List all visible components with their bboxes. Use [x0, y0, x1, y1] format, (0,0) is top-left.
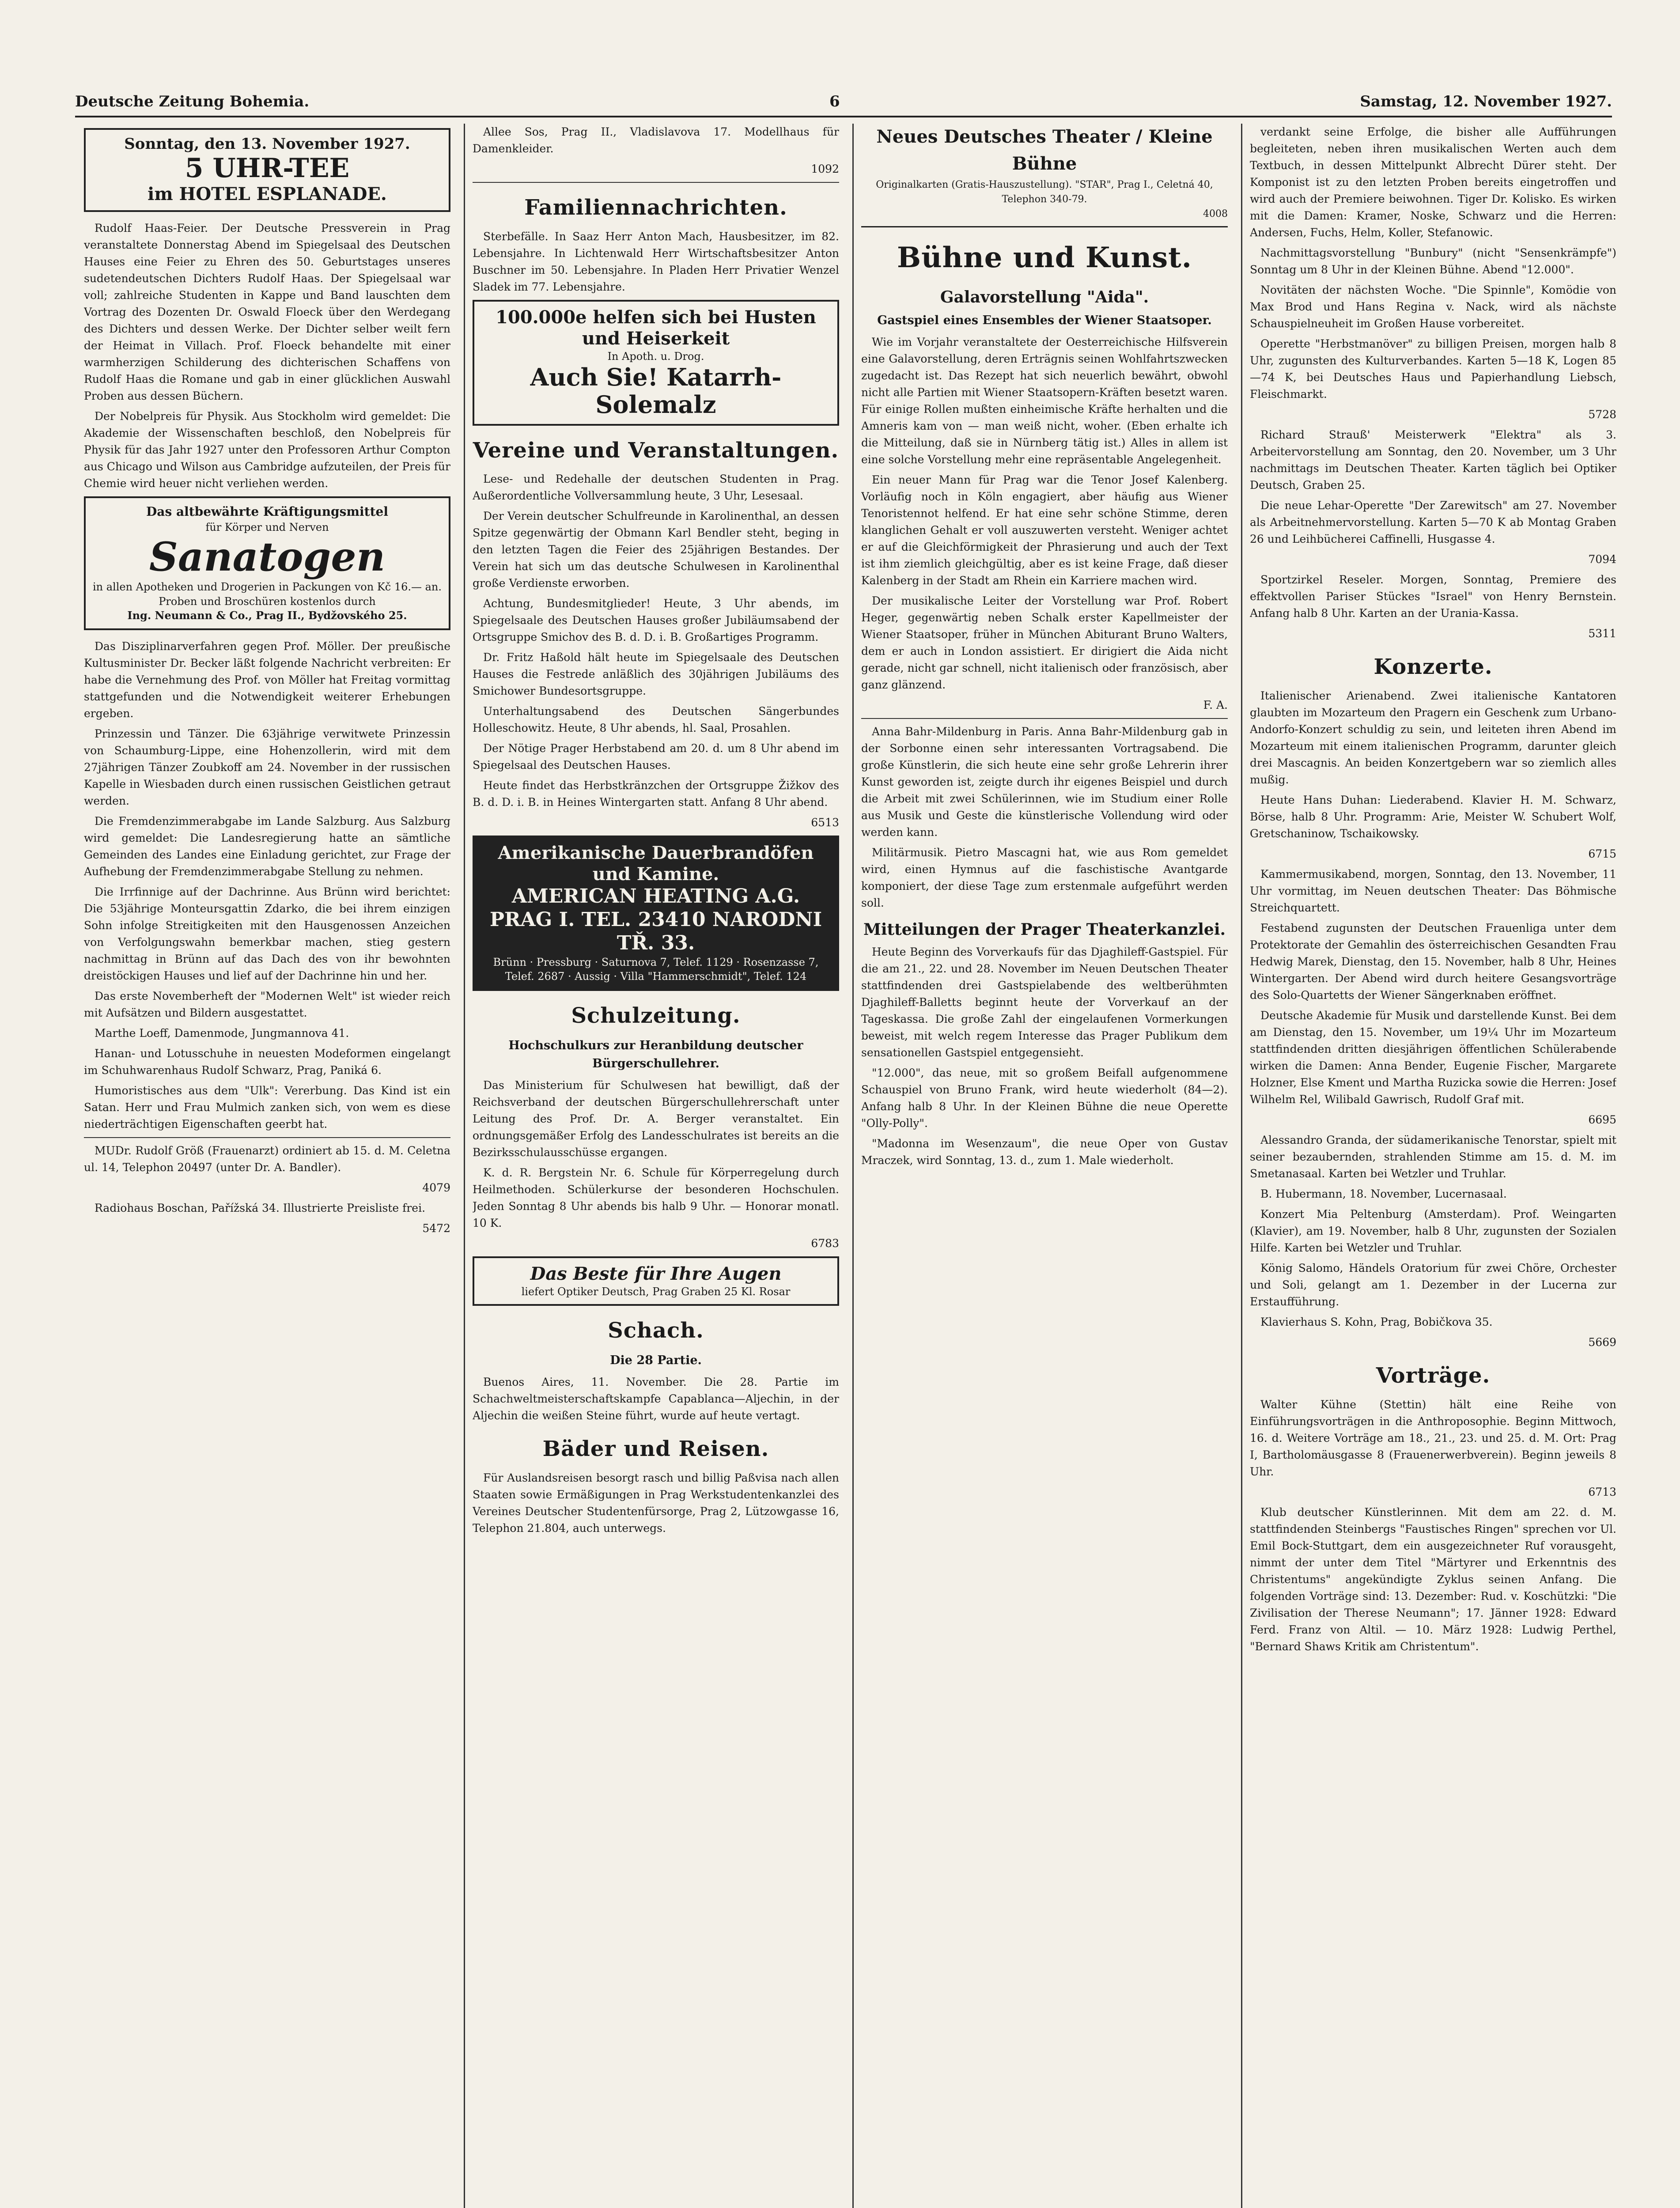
- notice-hassold: Dr. Fritz Haßold hält heute im Spiegelsaale des Deutschen Hauses die Festrede anläßlich des 30jährigen Jubiläums des Smichower Bundesortsgruppe.: [473, 651, 839, 698]
- notice-hubermann: B. Hubermann, 18. November, Lucernasaal.: [1260, 1187, 1507, 1200]
- section-title-mitteilungen: Mitteilungen der Prager Theaterkanzlei.: [863, 920, 1226, 939]
- column-divider: [852, 124, 854, 2208]
- ad-brand: Auch Sie! Katarrh-Solemalz: [530, 363, 782, 419]
- article-subtitle: Gastspiel eines Ensembles der Wiener Staatsoper.: [877, 313, 1212, 327]
- article-haas-feier: Rudolf Haas-Feier. Der Deutsche Pressverein in Prag veranstaltete Donnerstag Abend im Spiegelsaal des Deutschen Hauses eine Feier zu Ehren des 50. Geburtstages unseres sudetendeutschen Dichters Rudolf Haas. Der Spiegelsaal war voll; zahlreiche Studenten in Kappe und Band lauschten dem Vortrag des Dozenten Dr. Oswald Floeck über den Werdegang des Dichters und dessen Werke. Der Dichter selber weilt fern der Heimat in Villach. Prof. Floeck behandelte mit einer warmherzigen Schilderung des dichterischen Schaffens von Rudolf Haas die Romane und gab in einer glücklichen Auswahl Proben aus dessen Büchern.: [84, 221, 450, 402]
- article-title-aida: Galavorstellung "Aida".: [940, 288, 1149, 307]
- katarrh-ad: [473, 300, 839, 426]
- column-1: [84, 124, 450, 2208]
- notice-radiohaus: Radiohaus Boschan, Pařížská 34. Illustrierte Preisliste frei.: [95, 1201, 426, 1214]
- article-schulfreunde: Der Verein deutscher Schulfreunde in Karolinenthal, an dessen Spitze gegenwärtig der Obmann Karl Bendler steht, beging in den letzten Tagen die Feier des 25jährigen Bestandes. Der Verein hat sich um das deutsche Schulwesen in Karolinenthal große Verdienste erworben.: [473, 510, 839, 590]
- column-divider: [1241, 124, 1242, 2208]
- column-2: [473, 124, 839, 2208]
- section-title-vortraege: Vorträge.: [1376, 1363, 1491, 1388]
- notice-duhan: Heute Hans Duhan: Liederabend. Klavier H. M. Schwarz, Börse, halb 8 Uhr. Programm: Arie, Meister W. Schubert Wolf, Gretschaninow, Tschaikowsky.: [1250, 793, 1616, 840]
- notice-saengerbund: Unterhaltungsabend des Deutschen Sängerbundes Holleschowitz. Heute, 8 Uhr abends, hl. Saal, Prosahlen.: [473, 705, 839, 735]
- issue-date: Samstag, 12. November 1927.: [1360, 93, 1612, 110]
- ad-line: Das altbewährte Kräftigungsmittel: [146, 504, 388, 519]
- section-title-buehne: Bühne und Kunst.: [897, 241, 1192, 274]
- article-aida-p3: Der musikalische Leiter der Vorstellung war Prof. Robert Heger, gegenwärtig neben Schalk erster Kapellmeister der Wiener Staatsoper, früher in München Abiturant Bruno Walters, dem er auch in London assistiert. Er dirigiert die Aida nicht gerade, nicht gar schnell, nicht italienisch oder französisch, aber ganz glänzend.: [861, 594, 1228, 691]
- article-subtitle: Die 28 Partie.: [610, 1354, 702, 1368]
- article-aida-p1: Wie im Vorjahr veranstaltete der Oesterreichische Hilfsverein eine Galavorstellung, deren Erträgnis seinen Wohlfahrtszwecken zugedacht ist. Das Rezept hat sich neuerlich bewährt, obwohl nicht alle Partien mit Wiener Staatsopern-Kräften besetzt waren. Für einige Rollen mußten einheimische Kräfte herhalten und die Amneris kam von — man weiß nicht, woher. (Eben erhalte ich die Mitteilung, daß sie in Nürnberg tätig ist.) Alles in allem ist eine solche Vorstellung mehr eine repräsentable Angelegenheit.: [861, 335, 1228, 466]
- notice-elektra: Richard Strauß' Meisterwerk "Elektra" als 3. Arbeitervorstellung am Sonntag, den 20. November, um 3 Uhr nachmittags im Deutschen Theater. Karten täglich bei Optiker Deutsch, Graben 25.: [1250, 428, 1616, 492]
- optiker-ad: [473, 1256, 839, 1306]
- section-title-schach: Schach.: [608, 1318, 704, 1343]
- divider: [84, 1137, 450, 1138]
- article-madonna: "Madonna im Wesenzaum", die neue Oper von Gustav Mraczek, wird Sonntag, 13. d., zum 1. Male wiederholt.: [861, 1137, 1228, 1167]
- column-divider: [464, 124, 465, 2208]
- notice-kammermusik: Kammermusikabend, morgen, Sonntag, den 13. November, 11 Uhr vormittag, im Neuen deutschen Theater: Das Böhmische Streichquartett.: [1250, 867, 1616, 914]
- ad-line: In Apoth. u. Drog.: [607, 350, 704, 363]
- ad-headline: 5 UHR-TEE: [185, 152, 350, 184]
- article-mildenburg: Anna Bahr-Mildenburg in Paris. Anna Bahr-Mildenburg gab in der Sorbonne einen sehr interessanten Vortragsabend. Die große Künstlerin, die sich heute eine sehr große Lehrerin ihrer Kunst geworden ist, zeigte durch ihr eigenes Beispiel und durch die Arbeit mit zwei Schülerinnen, wie im Studium einer Rolle aus Musik und Geste die künstlerische Vollendung wird oder werden kann.: [861, 725, 1228, 839]
- page-header: [75, 88, 1612, 115]
- notice-code: 6513: [811, 816, 839, 829]
- esplanade-ad: [84, 128, 450, 212]
- notice-code: 5728: [1588, 408, 1616, 421]
- article-moderne-welt: Das erste Novemberheft der "Modernen Welt" ist wieder reich mit Aufsätzen und Bildern ausgestattet.: [84, 989, 450, 1019]
- american-heating-ad: [473, 836, 839, 991]
- notice-bundesmitglieder: Achtung, Bundesmitglieder! Heute, 3 Uhr abends, im Spiegelsaale des Deutschen Hauses großer Jubiläumsabend der Ortsgruppe Smichov des B. d. D. i. B. Großartiges Programm.: [473, 597, 839, 644]
- article-festabend: Festabend zugunsten der Deutschen Frauenliga unter dem Protektorate der Gemahlin des österreichischen Gesandten Frau Hedwig Marek, Dienstag, den 15. November, halb 8 Uhr, Heines Wintergarten. Der Abend wird durch heitere Gesangsvorträge des Solo-Quartetts der Wiener Sängerknaben eröffnet.: [1250, 921, 1616, 1002]
- article-cont: verdankt seine Erfolge, die bisher alle Aufführungen begleiteten, neben ihren musikalischen Werten auch dem Textbuch, in dessen Mittelpunkt Albrecht Dürer steht. Der Komponist ist zu den letzten Proben bereits eingetroffen und wird auch der Premiere beiwohnen. Tiger Dr. Kolisko. Es wirken mit die Damen: Kramer, Noske, Schwarz und die Herren: Andersen, Fuchs, Helm, Koller, Stefanowic.: [1250, 125, 1616, 239]
- article-salzburg: Die Fremdenzimmerabgabe im Lande Salzburg. Aus Salzburg wird gemeldet: Die Landesregierung hatte an sämtliche Gemeinden des Landes eine Einladung gerichtet, zur Frage der Aufhebung der Fremdenzimmerabgabe Stellung zu nehmen.: [84, 814, 450, 878]
- article-arienabend: Italienischer Arienabend. Zwei italienische Kantatoren glaubten im Mozarteum den Pragern ein Geschenk zum Urbano-Andorfo-Konzert schuldig zu sein, und leiteten ihren Abend im Mozarteum mit einem italienischen Programm, darunter gleich drei Mascagnis. An beiden Konzertgebern war so ziemlich alles mußig.: [1250, 689, 1616, 786]
- article-militaermusik: Militärmusik. Pietro Mascagni hat, wie aus Rom gemeldet wird, einen Hymnus auf die faschistische Avantgarde komponiert, der diese Tage zum erstenmale aufgeführt werden soll.: [861, 846, 1228, 909]
- article-akademie: Deutsche Akademie für Musik und darstellende Kunst. Bei dem am Dienstag, den 15. November, um 19¼ Uhr im Mozarteum stattfindenden dritten diesjährigen öffentlichen Schülerabende wirken die Damen: Anna Bender, Eugenie Fischer, Margarete Holzner, Else Kment und Martha Ruzicka sowie die Herren: Josef Wilhelm Rel, Wilibald Gawrisch, Rudolf Graf mit.: [1250, 1009, 1616, 1106]
- notice-code: 6783: [811, 1236, 839, 1250]
- article-hochschulkurs: Das Ministerium für Schulwesen hat bewilligt, daß der Reichsverband der deutschen Bürgerschullehrerschaft unter Leitung des Prof. Dr. A. Berger veranstaltet. Ein ordnungsgemäßer Erfolg des Landesschulrates ist bereits an die Bezirksschulausschüsse ergangen.: [473, 1078, 839, 1159]
- column-3: [861, 124, 1228, 2208]
- section-title-baeder: Bäder und Reisen.: [542, 1437, 769, 1462]
- article-nobelpreis: Der Nobelpreis für Physik. Aus Stockholm wird gemeldet: Die Akademie der Wissenschaften beschloß, den Nobelpreis für Physik für das Jahr 1927 unter den Professoren Arthur Compton aus Chicago und Wilson aus Cambridge aufzuteilen, der Preis für Chemie wird heuer nicht verliehen werden.: [84, 409, 450, 490]
- article-reisen: Für Auslandsreisen besorgt rasch und billig Paßvisa nach allen Staaten sowie Ermäßigungen in Prag Werkstudentenkanzlei des Vereines Deutscher Studentenfürsorge, Prag 2, Lützowgasse 16, Telephon 21.804, auch unterwegs.: [473, 1471, 839, 1535]
- article-aida-p2: Ein neuer Mann für Prag war die Tenor Josef Kalenberg. Vorläufig noch in Köln engagiert, aber häufig aus Wiener Tenoristennot helfend. Er hat eine sehr schöne Stimme, deren klanglichen Gehalt er voll auszuwerten versteht. Weniger achtet er auf die Gleichförmigkeit der Phrasierung und auch der Text ist ihm ziemlich gleichgültig, aber es ist keine Frage, daß dieser Kalenberg in der Stadt am Rhein ein Karriere machen wird.: [861, 473, 1228, 587]
- notice-code: 4008: [1203, 208, 1228, 220]
- article-humor: Humoristisches aus dem "Ulk": Vererbung. Das Kind ist ein Satan. Herr und Frau Mulmich zanken sich, von wem es diese niederträchtigen Eigenschaften geerbt hat.: [84, 1084, 450, 1130]
- divider: [861, 718, 1228, 719]
- ad-line: Brünn · Pressburg · Saturnova 7, Telef. 1129 · Rosenzasse 7, Telef. 2687 · Aussig · Villa "Hammerschmidt", Telef. 124: [493, 956, 819, 983]
- notice-code: 7094: [1588, 553, 1616, 566]
- ad-brand: AMERICAN HEATING A.G. PRAG I. TEL. 23410 NARODNI TŘ. 33.: [489, 885, 822, 955]
- article-signature: F. A.: [1203, 698, 1228, 711]
- ad-line: für Körper und Nerven: [205, 521, 329, 533]
- article-prinzessin: Prinzessin und Tänzer. Die 63jährige verwitwete Prinzessin von Schaumburg-Lippe, eine Hohenzollerin, wird mit dem 27jährigen Tänzer Zoubkoff am 24. November in der russischen Kapelle in Wiesbaden durch einen russischen Geistlichen getraut werden.: [84, 727, 450, 807]
- article-subtitle: Hochschulkurs zur Heranbildung deutscher Bürgerschullehrer.: [508, 1038, 803, 1070]
- ad-line: liefert Optiker Deutsch, Prag Graben 25 Kl. Rosar: [521, 1285, 791, 1298]
- notice-code: 6713: [1588, 1485, 1616, 1498]
- newspaper-name: Deutsche Zeitung Bohemia.: [75, 93, 310, 110]
- notice-code: 6715: [1588, 847, 1616, 860]
- notice-sportzirkel: Sportzirkel Reseler. Morgen, Sonntag, Premiere des effektvollen Pariser Stückes "Israel" von Henry Bernstein. Anfang halb 8 Uhr. Karten an der Urania-Kassa.: [1250, 573, 1616, 620]
- ad-headline: Neues Deutsches Theater / Kleine Bühne: [876, 126, 1213, 174]
- section-title-schulzeitung: Schulzeitung.: [571, 1003, 741, 1028]
- article-djaghileff: Heute Beginn des Vorverkaufs für das Djaghileff-Gastspiel. Für die am 21., 22. und 28. November im Neuen Deutschen Theater stattfindenden drei Gastspielabende des weltberühmten Djaghileff-Balletts beginnt heute der Vorverkauf an der Tageskassa. Die große Zahl der eingelaufenen Vormerkungen beweist, mit welch regem Interesse das Prager Publikum dem sensationellen Gastspiel entgegensieht.: [861, 945, 1228, 1059]
- section-title-familiennachrichten: Familiennachrichten.: [524, 195, 787, 220]
- notice-herbstmanoever: Operette "Herbstmanöver" zu billigen Preisen, morgen halb 8 Uhr, zugunsten des Kulturverbandes. Karten 5—18 K, Logen 85—74 K, bei Deutsches Haus und Papierhandlung Liebsch, Fleischmarkt.: [1250, 337, 1616, 401]
- article-moeller: Das Disziplinarverfahren gegen Prof. Möller. Der preußische Kultusminister Dr. Becker läßt folgende Nachricht verbreiten: Er habe die Vernehmung des Prof. von Möller hat Freitag vormittag stattgefunden und die Notwendigkeit weiterer Erhebungen ergeben.: [84, 639, 450, 720]
- notice-klavierhaus: Klavierhaus S. Kohn, Prag, Bobičkova 35.: [1260, 1315, 1493, 1328]
- notice-code: 4079: [422, 1181, 450, 1194]
- ad-line: im HOTEL ESPLANADE.: [148, 183, 387, 204]
- notice-schuhe: Hanan- und Lotusschuhe in neuesten Modeformen eingelangt im Schuhwarenhaus Rudolf Schwarz, Prag, Paniká 6.: [84, 1047, 450, 1077]
- notice-bunbury: Nachmittagsvorstellung "Bunbury" (nicht "Sensenkrämpfe") Sonntag um 8 Uhr in der Kleinen Bühne. Abend "12.000".: [1250, 246, 1616, 276]
- divider: [473, 182, 839, 183]
- notice-modellhaus: Allee Sos, Prag II., Vladislavova 17. Modellhaus für Damenkleider.: [473, 125, 839, 155]
- notice-loeff: Marthe Loeff, Damenmode, Jungmannova 41.: [95, 1026, 349, 1040]
- notice-granda: Alessandro Granda, der südamerikanische Tenorstar, spielt mit seiner bezaubernden, strahlenden Stimme am 15. d. M. im Smetanasaal. Karten bei Wetzler und Truhlar.: [1250, 1133, 1616, 1180]
- notice-code: 1092: [811, 163, 839, 175]
- section-title-vereine: Vereine und Veranstaltungen.: [473, 438, 839, 463]
- notice-code: 5311: [1588, 627, 1616, 640]
- article-12000: "12.000", das neue, mit so großem Beifall aufgenommene Schauspiel von Bruno Frank, wird heute wiederholt (84—2). Anfang halb 8 Uhr. In der Kleinen Bühne die neue Operette "Olly-Polly".: [861, 1066, 1228, 1130]
- header-rule: [75, 116, 1612, 117]
- notice-peltenburg: Konzert Mia Peltenburg (Amsterdam). Prof. Weingarten (Klavier), am 19. November, halb 8 Uhr, zugunsten der Sozialen Hilfe. Karten bei Wetzler und Truhlar.: [1250, 1207, 1616, 1254]
- notice-groess: MUDr. Rudolf Größ (Frauenarzt) ordiniert ab 15. d. M. Celetna ul. 14, Telephon 20497 (unter Dr. A. Bandler).: [84, 1144, 450, 1174]
- page-number: 6: [829, 93, 840, 110]
- notice-kuenstlerinnen: Klub deutscher Künstlerinnen. Mit dem am 22. d. M. stattfindenden Steinbergs "Faustisches Ringen" sprechen vor Ul. Emil Bock-Stuttgart, dem ein ausgezeichneter Ruf vorausgeht, nimmt der unter dem Titel "Märtyrer und Erkenntnis des Christentums" angekündigte Zyklus seinen Anfang. Die folgenden Vorträge sind: 13. Dezember: Rud. v. Koschützki: "Die Zivilisation der Therese Neumann"; 17. Jänner 1928: Edward Ferd. Franz von Altil. — 10. März 1928: Ludwig Perthel, "Bernard Shaws Kritik am Christentum".: [1250, 1505, 1616, 1653]
- article-schach: Buenos Aires, 11. November. Die 28. Partie im Schachweltmeisterschaftskampfe Capablanca—Aljechin, in der Aljechin die weißen Steine führt, wurde auf heute vertagt.: [473, 1376, 839, 1422]
- ad-line: Originalkarten (Gratis-Hauszustellung). "STAR", Prag I., Celetná 40, Telephon 340-79.: [876, 179, 1213, 205]
- sanatogen-ad: [84, 496, 450, 630]
- ad-line: in allen Apotheken und Drogerien in Packungen von Kč 16.— an. Proben und Broschüren kostenlos durch: [92, 581, 442, 608]
- notice-herbstkraenzchen: Heute findet das Herbstkränzchen der Ortsgruppe Žižkov des B. d. D. i. B. in Heines Wintergarten statt. Anfang 8 Uhr abend.: [473, 779, 839, 809]
- notice-salomo: König Salomo, Händels Oratorium für zwei Chöre, Orchester und Soli, gelangt am 1. Dezember in der Lucerna zur Erstaufführung.: [1250, 1261, 1616, 1308]
- section-title-konzerte: Konzerte.: [1374, 654, 1493, 679]
- notice-code: 5472: [422, 1221, 450, 1235]
- ad-line: Ing. Neumann & Co., Prag II., Bydžovského 25.: [127, 609, 407, 622]
- ad-brand: Sanatogen: [149, 533, 386, 580]
- notice-lesehalle: Lese- und Redehalle der deutschen Studenten in Prag. Außerordentliche Vollversammlung heute, 3 Uhr, Lesesaal.: [473, 473, 839, 503]
- notice-herbstabend: Der Nötige Prager Herbstabend am 20. d. um 8 Uhr abend im Spiegelsaal des Deutschen Hauses.: [473, 742, 839, 772]
- notice-kuehne: Walter Kühne (Stettin) hält eine Reihe von Einführungsvorträgen in die Anthroposophie. Beginn Mittwoch, 16. d. Weitere Vorträge am 18., 21., 23. und 25. d. M. Ort: Prag I, Bartholomäusgasse 8 (Frauenerwerbverein). Beginn jeweils 8 Uhr.: [1250, 1398, 1616, 1478]
- theater-ad: [861, 124, 1228, 227]
- ad-headline: Das Beste für Ihre Augen: [530, 1263, 782, 1284]
- notice-zarewitsch: Die neue Lehar-Operette "Der Zarewitsch" am 27. November als Arbeitnehmervorstellung. Karten 5—70 K ab Montag Graben 26 und Leihbücherei Caffinelli, Husgasse 4.: [1250, 499, 1616, 545]
- notice-code: 6695: [1588, 1113, 1616, 1126]
- notice-bergstein: K. d. R. Bergstein Nr. 6. Schule für Körperregelung durch Heilmethoden. Schülerkurse der besonderen Hochschulen. Jeden Sonntag 8 Uhr abends bis halb 9 Uhr. — Honorar monatl. 10 K.: [473, 1166, 839, 1229]
- article-dachrinne: Die Irrfinnige auf der Dachrinne. Aus Brünn wird berichtet: Die 53jährige Monteursgattin Zdarko, die bei ihrem einzigen Sohn infolge Streitigkeiten mit den Hausgenossen Anzeichen von Verfolgungswahn bemerkbar machen, stieg gestern nachmittag in Brünn auf das Dach des von ihr bewohnten dreistöckigen Hauses und lief auf der Dachrinne hin und her.: [84, 885, 450, 982]
- ad-line: Sonntag, den 13. November 1927.: [124, 135, 410, 153]
- article-sterbefaelle: Sterbefälle. In Saaz Herr Anton Mach, Hausbesitzer, im 82. Lebensjahre. In Lichtenwald Herr Wirtschaftsbesitzer Anton Buschner im 50. Lebensjahre. In Pladen Herr Privatier Wenzel Sladek im 77. Lebensjahre.: [473, 230, 839, 293]
- column-4: [1250, 124, 1616, 2208]
- notice-novitaeten: Novitäten der nächsten Woche. "Die Spinnle", Komödie von Max Brod und Hans Regina v. Nack, wird als nächste Schauspielneuheit im Großen Hause vorbereitet.: [1250, 284, 1616, 330]
- ad-headline: 100.000e helfen sich bei Husten und Heiserkeit: [496, 306, 816, 349]
- ad-line: Amerikanische Dauerbrandöfen und Kamine.: [498, 843, 814, 885]
- notice-code: 5669: [1588, 1335, 1616, 1349]
